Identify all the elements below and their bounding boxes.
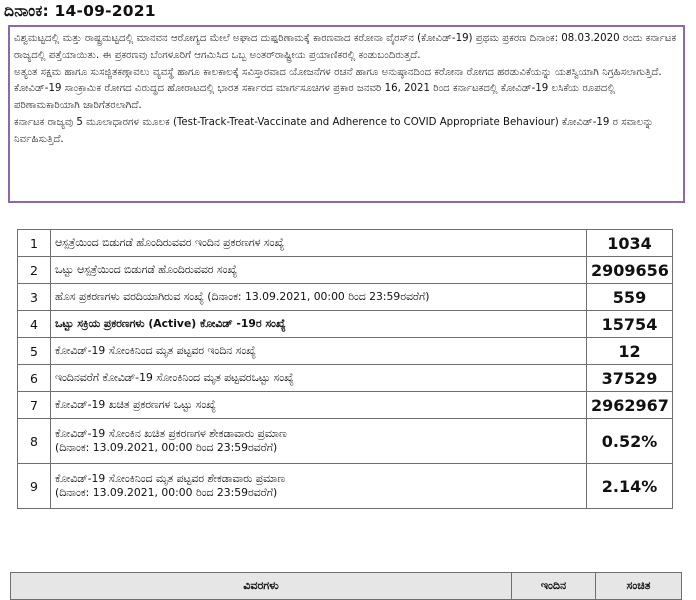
row-label: ಇಂದಿನವರೆಗೆ ಕೋವಿಡ್-19 ಸೋಂಕಿನಿಂದ ಮೃತ ಪಟ್ಟವರಒಟ್ಟು ಸಂಖ್ಯೆ bbox=[51, 365, 587, 392]
table-row bbox=[18, 365, 673, 392]
row-number: 1 bbox=[18, 230, 51, 257]
row-label: ಕೋವಿಡ್-19 ಸೋಂಕಿನಿಂದ ಮೃತ ಪಟ್ಟವರ ಇಂದಿನ ಸಂಖ್ಯೆ bbox=[51, 338, 587, 365]
row-value: 15754 bbox=[587, 311, 673, 338]
row-value: 559 bbox=[587, 284, 673, 311]
row-sublabel: (ದಿನಾಂಕ: 13.09.2021, 00:00 ರಿಂದ 23:59ರವರೆಗೆ) bbox=[55, 441, 278, 454]
table-row bbox=[18, 464, 673, 509]
document-date: ದಿನಾಂಕ: 14-09-2021 bbox=[4, 2, 156, 20]
table-row bbox=[18, 257, 673, 284]
row-label: ಕೋವಿಡ್-19 ಸೋಂಕಿನ ಖಚಿತ ಪ್ರಕರಣಗಳ ಶೇಕಡಾವಾರು ಪ್ರಮಾಣ bbox=[55, 427, 287, 440]
table-row bbox=[18, 338, 673, 365]
intro-paragraph: ಕರ್ನಾಟಕ ರಾಜ್ಯವು 5 ಮೂಲಾಧಾರಗಳ ಮೂಲಕ (Test-Track-Treat-Vaccinate and Adherence to COVID Appropriate Behaviour) ಕೋವಿಡ್-19 ರ ಸವಾಲನ್ನು ನಿರ್ವಹಿಸುತ್ತಿದೆ. bbox=[14, 116, 654, 145]
row-value: 2.14% bbox=[587, 464, 673, 509]
table-header-row bbox=[11, 573, 682, 600]
table-row bbox=[18, 284, 673, 311]
row-value: 37529 bbox=[587, 365, 673, 392]
intro-box bbox=[8, 25, 685, 203]
row-label-cell bbox=[51, 464, 587, 509]
covid-stats-table bbox=[17, 229, 673, 509]
details-table-header bbox=[10, 572, 682, 600]
intro-paragraph: ವಿಶ್ವಮಟ್ಟದಲ್ಲಿ ಮತ್ತು ರಾಷ್ಟ್ರಮಟ್ಟದಲ್ಲಿ ಮಾನವನ ಆರೋಗ್ಯದ ಮೇಲೆ ಅಘಾದ ದುಷ್ಪರಿಣಾಮಕ್ಕೆ ಕಾರಣವಾದ ಕರೋನಾ ವೈರಸ್‌ನ (ಕೋವಿಡ್-19) ಪ್ರಥಮ ಪ್ರಕರಣ ದಿನಾಂಕ: 08.03.2020 ರಂದು ಕರ್ನಾಟಕ ರಾಜ್ಯದಲ್ಲಿ ಪತ್ತೆಯಾಯಿತು. ಈ ಪ್ರಕರಣವು ಬೆಂಗಳೂರಿಗೆ ಆಗಮಿಸಿದ ಒಬ್ಬ ಅಂತರ್‌ರಾಷ್ಟ್ರೀಯ ಪ್ರಯಾಣಿಕರಲ್ಲಿ ಕಂಡುಬಂದಿರುತ್ತದೆ. bbox=[14, 33, 677, 61]
row-label-cell bbox=[51, 419, 587, 464]
col-header-details: ವಿವರಗಳು bbox=[11, 573, 512, 600]
row-sublabel: (ದಿನಾಂಕ: 13.09.2021, 00:00 ರಿಂದ 23:59ರವರೆಗೆ) bbox=[55, 486, 278, 499]
row-value: 12 bbox=[587, 338, 673, 365]
table-row bbox=[18, 230, 673, 257]
row-label: ಹೊಸ ಪ್ರಕರಣಗಳು ವರದಿಯಾಗಿರುವ ಸಂಖ್ಯೆ (ದಿನಾಂಕ: 13.09.2021, 00:00 ರಿಂದ 23:59ರವರೆಗೆ) bbox=[51, 284, 587, 311]
row-number: 7 bbox=[18, 392, 51, 419]
row-label: ಒಟ್ಟು ಸಕ್ರಿಯ ಪ್ರಕರಣಗಳು (Active) ಕೋವಿಡ್ -19ರ ಸಂಖ್ಯೆ bbox=[51, 311, 587, 338]
row-number: 6 bbox=[18, 365, 51, 392]
row-value: 0.52% bbox=[587, 419, 673, 464]
intro-paragraph: ಕೋವಿಡ್-19 ಸಾಂಕ್ರಾಮಿಕ ರೋಗದ ವಿರುದ್ಧದ ಹೋರಾಟದಲ್ಲಿ ಭಾರತ ಸರ್ಕಾರದ ಮಾರ್ಗಸೂಚಿಗಳ ಪ್ರಕಾರ ಜನವರಿ 16, 2021 ರಿಂದ ಕರ್ನಾಟಕದಲ್ಲಿ ಕೋವಿಡ್-19 ಲಸಿಕೆಯ ರೂಪದಲ್ಲಿ ಪರಿಣಾಮಕಾರಿಯಾಗಿ ಜಾರಿಗೆತರಲಾಗಿದೆ. bbox=[14, 83, 616, 112]
row-number: 9 bbox=[18, 464, 51, 509]
row-number: 8 bbox=[18, 419, 51, 464]
row-label: ಆಸ್ಪತ್ರೆಯಿಂದ ಬಿಡುಗಡೆ ಹೊಂದಿರುವವರ ಇಂದಿನ ಪ್ರಕರಣಗಳ ಸಂಖ್ಯೆ bbox=[51, 230, 587, 257]
col-header-cumulative: ಸಂಚಿತ bbox=[596, 573, 682, 600]
row-label: ಒಟ್ಟು ಆಸ್ಪತ್ರೆಯಿಂದ ಬಿಡುಗಡೆ ಹೊಂದಿರುವವರ ಸಂಖ್ಯೆ bbox=[51, 257, 587, 284]
row-number: 2 bbox=[18, 257, 51, 284]
table-row bbox=[18, 311, 673, 338]
row-number: 4 bbox=[18, 311, 51, 338]
table-row bbox=[18, 392, 673, 419]
row-number: 5 bbox=[18, 338, 51, 365]
row-value: 2909656 bbox=[587, 257, 673, 284]
row-number: 3 bbox=[18, 284, 51, 311]
intro-paragraph: ಅತ್ಯಂತ ಸಕ್ಷಮ ಹಾಗೂ ಸುಸಜ್ಜಿತಕಣ್ಗಾವಲು ವ್ಯವಸ್ಥೆ ಹಾಗೂ ಕಾಲಕಾಲಕ್ಕೆ ಸವಿಸ್ತಾರವಾದ ಯೋಜನೆಗಳ ರಚನೆ ಹಾಗೂ ಅನುಷ್ಠಾನದಿಂದ ಕರೋನಾ ರೋಗದ ಹರಡುವಿಕೆಯನ್ನು ಯಶಸ್ವಿಯಾಗಿ ನಿಗ್ರಹಿಸಲಾಗುತ್ತಿದೆ. bbox=[14, 66, 662, 78]
row-label: ಕೋವಿಡ್-19 ಸೋಂಕಿನಿಂದ ಮೃತ ಪಟ್ಟವರ ಶೇಕಡಾವಾರು ಪ್ರಮಾಣ bbox=[55, 472, 285, 485]
table-row bbox=[18, 419, 673, 464]
row-value: 1034 bbox=[587, 230, 673, 257]
row-label: ಕೋವಿಡ್-19 ಖಚಿತ ಪ್ರಕರಣಗಳ ಒಟ್ಟು ಸಂಖ್ಯೆ bbox=[51, 392, 587, 419]
col-header-today: ಇಂದಿನ bbox=[512, 573, 596, 600]
row-value: 2962967 bbox=[587, 392, 673, 419]
